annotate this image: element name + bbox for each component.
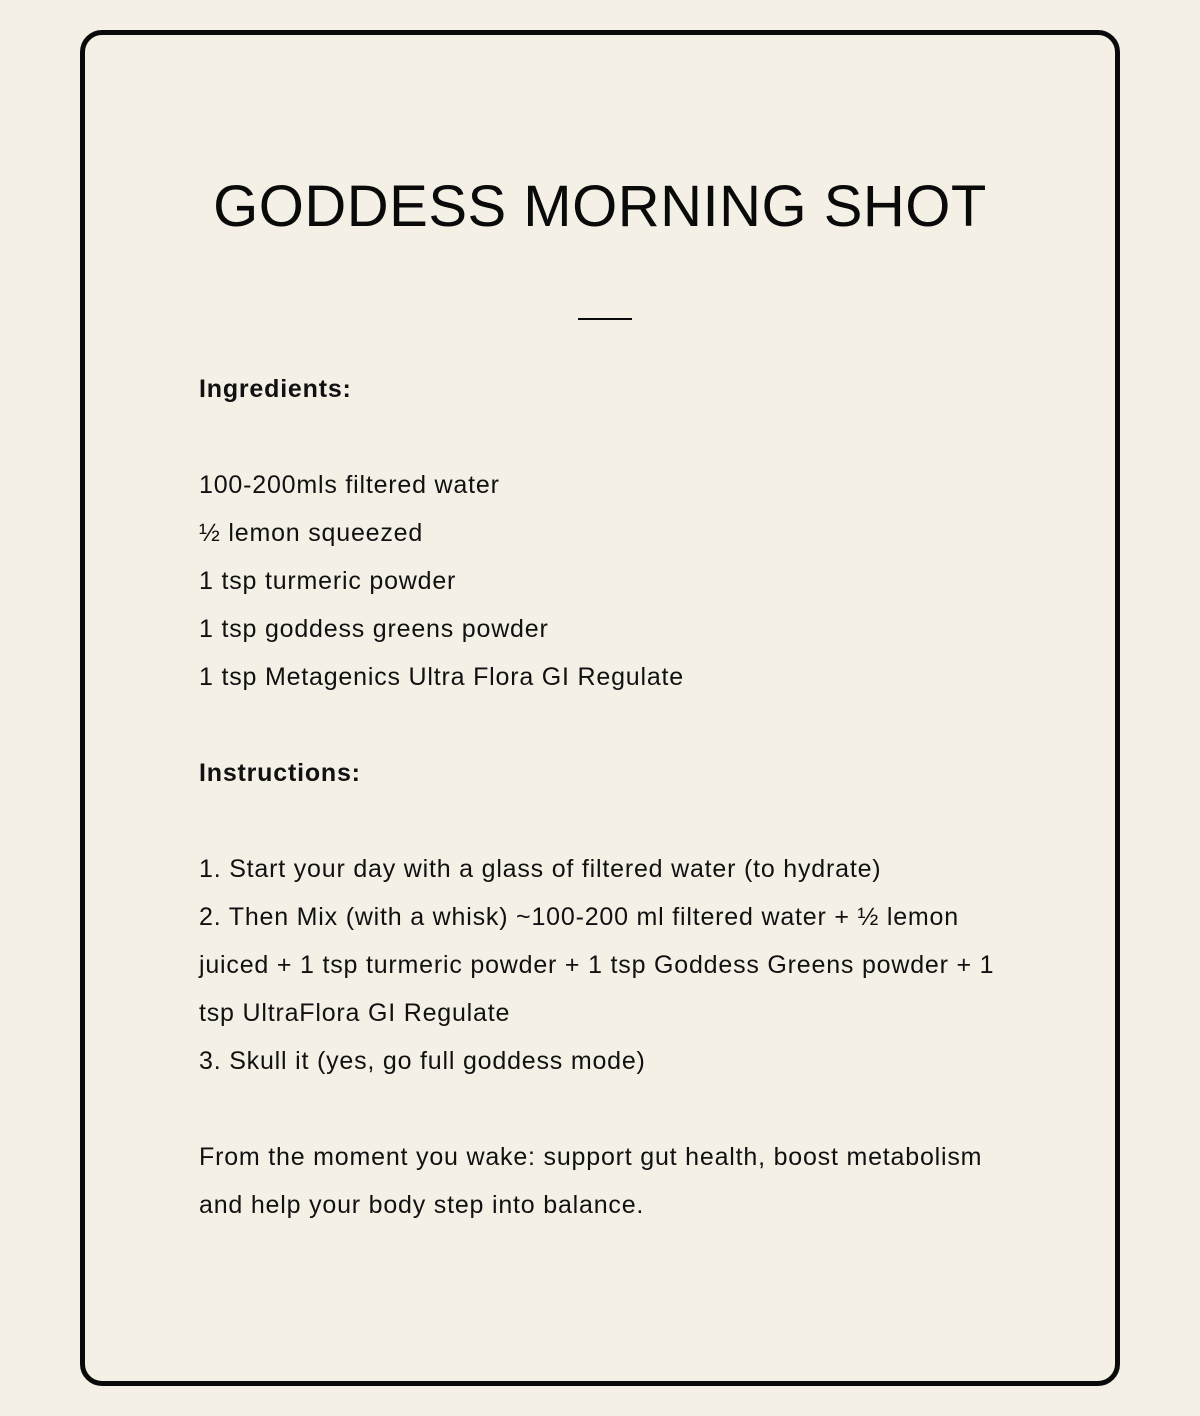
recipe-content [199,365,1019,1229]
ingredient-item: 1 tsp goddess greens powder [199,615,549,643]
instructions-heading: Instructions: [199,759,361,787]
ingredient-item: 1 tsp turmeric powder [199,567,457,595]
recipe-title: GODDESS MORNING SHOT [213,174,987,239]
instruction-step: 1. Start your day with a glass of filtered water (to hydrate) [199,855,882,883]
title-divider [578,318,632,320]
instruction-step: 3. Skull it (yes, go full goddess mode) [199,1047,646,1075]
ingredient-item: 100-200mls filtered water [199,471,500,499]
instructions-list [199,845,1019,1085]
ingredient-item: 1 tsp Metagenics Ultra Flora GI Regulate [199,663,684,691]
recipe-card [80,30,1120,1386]
instruction-step: 2. Then Mix (with a whisk) ~100-200 ml filtered water + ½ lemon juiced + 1 tsp turmeric powder + 1 tsp Goddess Greens powder + 1 tsp UltraFlora GI Regulate [199,903,995,1027]
ingredients-list [199,461,1019,701]
closing-paragraph: From the moment you wake: support gut health, boost metabolism and help your body step into balance. [199,1143,983,1219]
ingredients-heading: Ingredients: [199,375,352,403]
ingredient-item: ½ lemon squeezed [199,519,424,547]
